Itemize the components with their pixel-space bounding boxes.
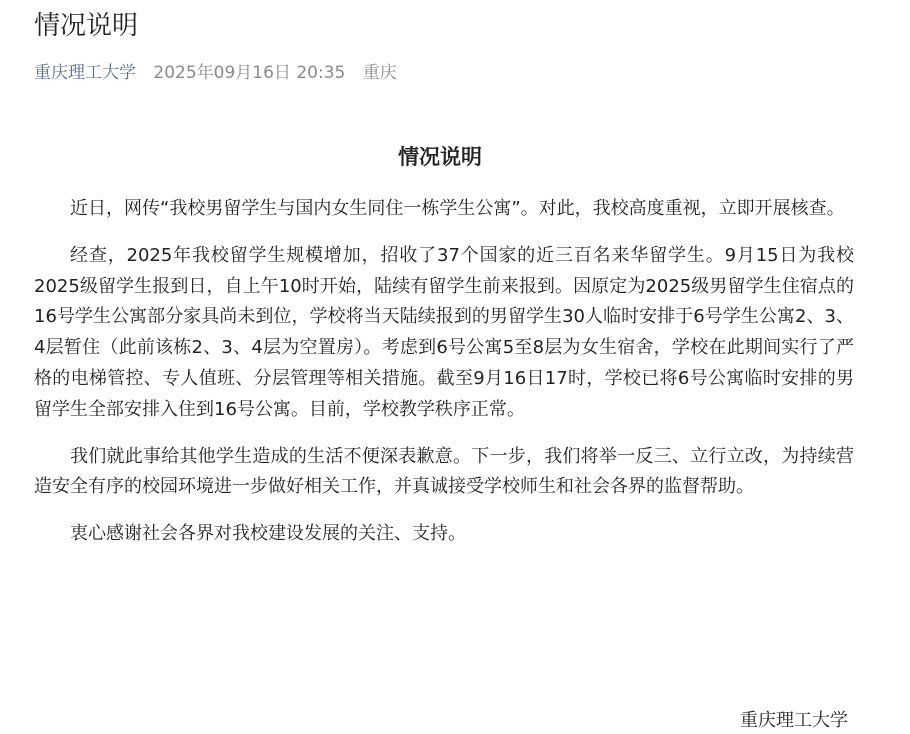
source-account-link[interactable]: 重庆理工大学 [34, 63, 136, 83]
paragraph-2: 经查，2025年我校留学生规模增加，招收了37个国家的近三百名来华留学生。9月15日为我校2025级留学生报到日，自上午10时开始，陆续有留学生前来报到。因原定为2025级男留学生住宿点的16号学生公寓部分家具尚未到位，学校将当天陆续报到的男留学生30人临时安排于6号学生公寓2、3、4层暂住（此前该栋2、3、4层为空置房）。考虑到6号公寓5至8层为女生宿舍，学校在此期间实行了严格的电梯管控、专人值班、分层管理等相关措施。截至9月16日17时，学校已将6号公寓临时安排的男留学生全部安排入住到16号公寓。目前，学校教学秩序正常。 [34, 244, 854, 420]
paragraph-4: 衷心感谢社会各界对我校建设发展的关注、支持。 [70, 523, 466, 545]
publish-datetime: 2025年09月16日 20:35 [153, 63, 346, 83]
document-heading: 情况说明 [398, 145, 482, 169]
document-signature: 重庆理工大学 [740, 710, 848, 731]
document-body [34, 194, 854, 566]
paragraph-1: 近日，网传“我校男留学生与国内女生同住一栋学生公寓”。对此，我校高度重视，立即开展核查。 [70, 198, 845, 219]
publish-location: 重庆 [362, 63, 397, 83]
paragraph-3: 我们就此事给其他学生造成的生活不便深表歉意。下一步，我们将举一反三、立行立改，为持续营造安全有序的校园环境进一步做好相关工作，并真诚接受学校师生和社会各界的监督帮助。 [34, 445, 854, 498]
page-title: 情况说明 [34, 11, 139, 41]
article-meta [34, 60, 397, 86]
